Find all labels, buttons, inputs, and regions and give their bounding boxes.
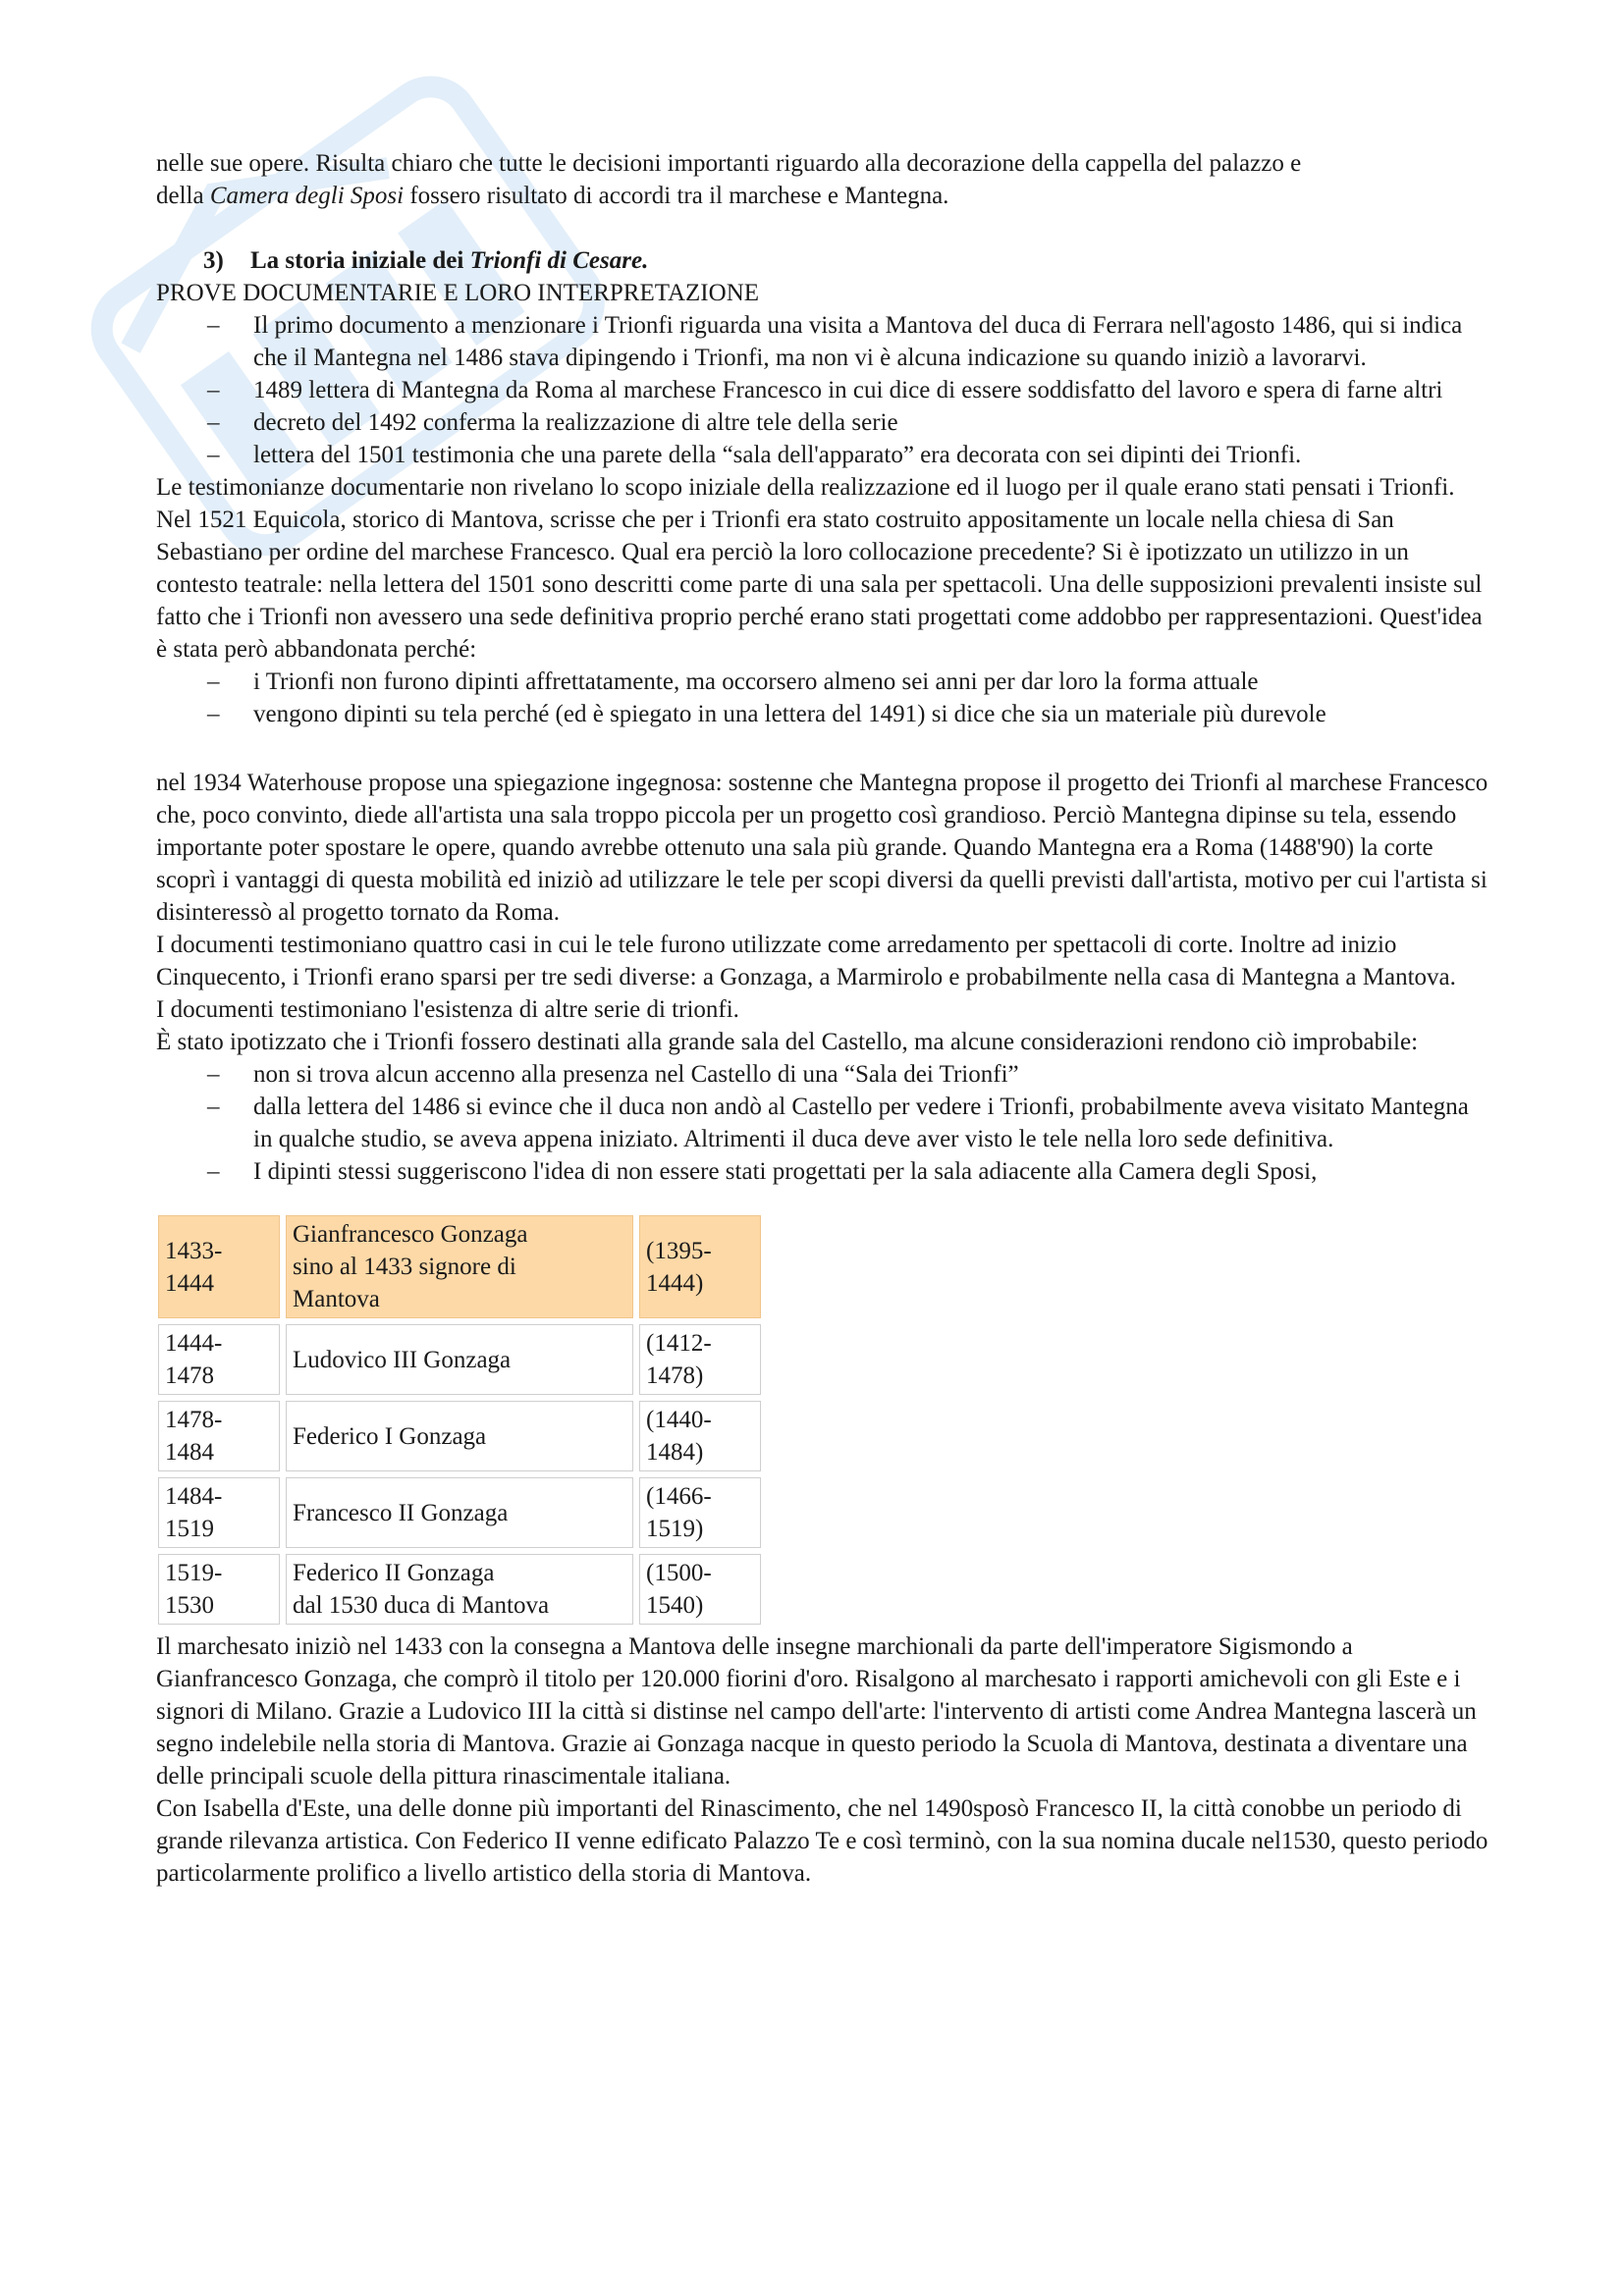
list-item: – Il primo documento a menzionare i Trionfi riguarda una visita a Mantova del duca di Ferrara nell'agosto 1486, qui si indica che il Mantegna nel 1486 stava dipingendo i Trionfi, ma non vi è alcuna indicazione su quando iniziò a lavorarvi. [207, 312, 1463, 371]
rulers-table [152, 1209, 767, 1630]
table-row [158, 1477, 761, 1548]
table-cell-years: 1444- 1478 [158, 1324, 280, 1395]
table-cell-name: Francesco II Gonzaga [286, 1477, 633, 1548]
paragraph: I documenti testimoniano quattro casi in cui le tele furono utilizzate come arredamento per spettacoli di corte. Inoltre ad inizio Cinquecento, i Trionfi erano sparsi per tre sedi diverse: a Gonzaga, a Marmirolo e probabilmente nella casa di Mantegna a Mantova. [156, 932, 1456, 990]
reasons-list [156, 666, 1491, 730]
section-subtitle: PROVE DOCUMENTARIE E LORO INTERPRETAZIONE [156, 280, 760, 306]
document-page [156, 147, 1491, 1890]
list-item: – 1489 lettera di Mantegna da Roma al marchese Francesco in cui dice di essere soddisfatto del lavoro e spera di farne altri [207, 377, 1443, 403]
table-cell-name: Gianfrancesco Gonzaga sino al 1433 signore di Mantova [286, 1215, 633, 1318]
paragraph: Le testimonianze documentarie non rivelano lo scopo iniziale della realizzazione ed il luogo per il quale erano stati pensati i Trionfi. [156, 474, 1455, 501]
section-heading: 3) La storia iniziale dei Trionfi di Cesare. [203, 247, 649, 274]
table-cell-years: 1478- 1484 [158, 1401, 280, 1471]
table-cell-years: 1519- 1530 [158, 1554, 280, 1625]
table-cell-life: (1466- 1519) [639, 1477, 761, 1548]
paragraph: nel 1934 Waterhouse propose una spiegazione ingegnosa: sostenne che Mantegna propose il progetto dei Trionfi al marchese Francesco che, poco convinto, diede all'artista una sala troppo piccola per un progetto così grandioso. Perciò Mantegna dipinse su tela, essendo importante poter spostare le opere, quando avrebbe ottenuto una sala più grande. Quando Mantegna era a Roma (1488'90) la corte scoprì i vantaggi di questa mobilità ed iniziò ad utilizzare le tele per scopi diversi da quelli previsti dall'artista, motivo per cui l'artista si disinteressò al progetto tornato da Roma. [156, 770, 1488, 926]
paragraph: È stato ipotizzato che i Trionfi fossero destinati alla grande sala del Castello, ma alcune considerazioni rendono ciò improbabile: [156, 1029, 1419, 1055]
camera-degli-sposi-italic: Camera degli Sposi [209, 183, 405, 209]
table-cell-years: 1484- 1519 [158, 1477, 280, 1548]
considerations-list [156, 1058, 1491, 1188]
paragraph: Nel 1521 Equicola, storico di Mantova, scrisse che per i Trionfi era stato costruito appositamente un locale nella chiesa di San Sebastiano per ordine del marchese Francesco. Qual era perciò la loro collocazione precedente? Si è ipotizzato un utilizzo in un contesto teatrale: nella lettera del 1501 sono descritti come parte di una sala per spettacoli. Una delle supposizioni prevalenti insiste sul fatto che i Trionfi non avessero una sede definitiva proprio perché erano stati progettati come addobbo per rappresentazioni. Quest'idea è stata però abbandonata perché: [156, 507, 1483, 663]
intro-line-2: della Camera degli Sposi fossero risultato di accordi tra il marchese e Mantegna. [156, 183, 949, 209]
evidence-list [156, 309, 1491, 471]
list-item: – lettera del 1501 testimonia che una parete della “sala dell'apparato” era decorata con sei dipinti dei Trionfi. [207, 442, 1302, 468]
list-item: – non si trova alcun accenno alla presenza nel Castello di una “Sala dei Trionfi” [207, 1061, 1019, 1088]
paragraph: I documenti testimoniano l'esistenza di altre serie di trionfi. [156, 996, 739, 1023]
paragraph: Il marchesato iniziò nel 1433 con la consegna a Mantova delle insegne marchionali da parte dell'imperatore Sigismondo a Gianfrancesco Gonzaga, che comprò il titolo per 120.000 fiorini d'oro. Risalgono al marchesato i rapporti amichevoli con gli Este e i signori di Milano. Grazie a Ludovico III la città si distinse nel campo dell'arte: l'intervento di artisti come Andrea Mantegna lascerà un segno indelebile nella storia di Mantova. Grazie ai Gonzaga nacque in questo periodo la Scuola di Mantova, destinata a diventare una delle principali scuole della pittura rinascimentale italiana. [156, 1633, 1477, 1789]
intro-line-1: nelle sue opere. Risulta chiaro che tutte le decisioni importanti riguardo alla decorazione della cappella del palazzo e [156, 150, 1302, 177]
table-cell-name: Federico I Gonzaga [286, 1401, 633, 1471]
table-row [158, 1401, 761, 1471]
table-cell-name: Ludovico III Gonzaga [286, 1324, 633, 1395]
list-item: – dalla lettera del 1486 si evince che il duca non andò al Castello per vedere i Trionfi, probabilmente aveva visitato Mantegna in qualche studio, se aveva appena iniziato. Altrimenti il duca deve aver visto le tele nella loro sede definitiva. [207, 1094, 1469, 1152]
table-row [158, 1215, 761, 1318]
table-row [158, 1324, 761, 1395]
list-item: – decreto del 1492 conferma la realizzazione di altre tele della serie [207, 409, 898, 436]
table-cell-life: (1440- 1484) [639, 1401, 761, 1471]
table-row [158, 1554, 761, 1625]
list-item: – vengono dipinti su tela perché (ed è spiegato in una lettera del 1491) si dice che sia un materiale più durevole [207, 701, 1326, 727]
list-item: – i Trionfi non furono dipinti affrettatamente, ma occorsero almeno sei anni per dar loro la forma attuale [207, 668, 1259, 695]
table-cell-life: (1395- 1444) [639, 1215, 761, 1318]
table-cell-life: (1500- 1540) [639, 1554, 761, 1625]
table-cell-name: Federico II Gonzaga dal 1530 duca di Mantova [286, 1554, 633, 1625]
table-cell-years: 1433- 1444 [158, 1215, 280, 1318]
list-item: – I dipinti stessi suggeriscono l'idea di non essere stati progettati per la sala adiacente alla Camera degli Sposi, [207, 1158, 1318, 1185]
table-cell-life: (1412- 1478) [639, 1324, 761, 1395]
paragraph: Con Isabella d'Este, una delle donne più importanti del Rinascimento, che nel 1490sposò Francesco II, la città conobbe un periodo di grande rilevanza artistica. Con Federico II venne edificato Palazzo Te e così terminò, con la sua nomina ducale nel1530, questo periodo particolarmente prolifico a livello artistico della storia di Mantova. [156, 1795, 1488, 1887]
